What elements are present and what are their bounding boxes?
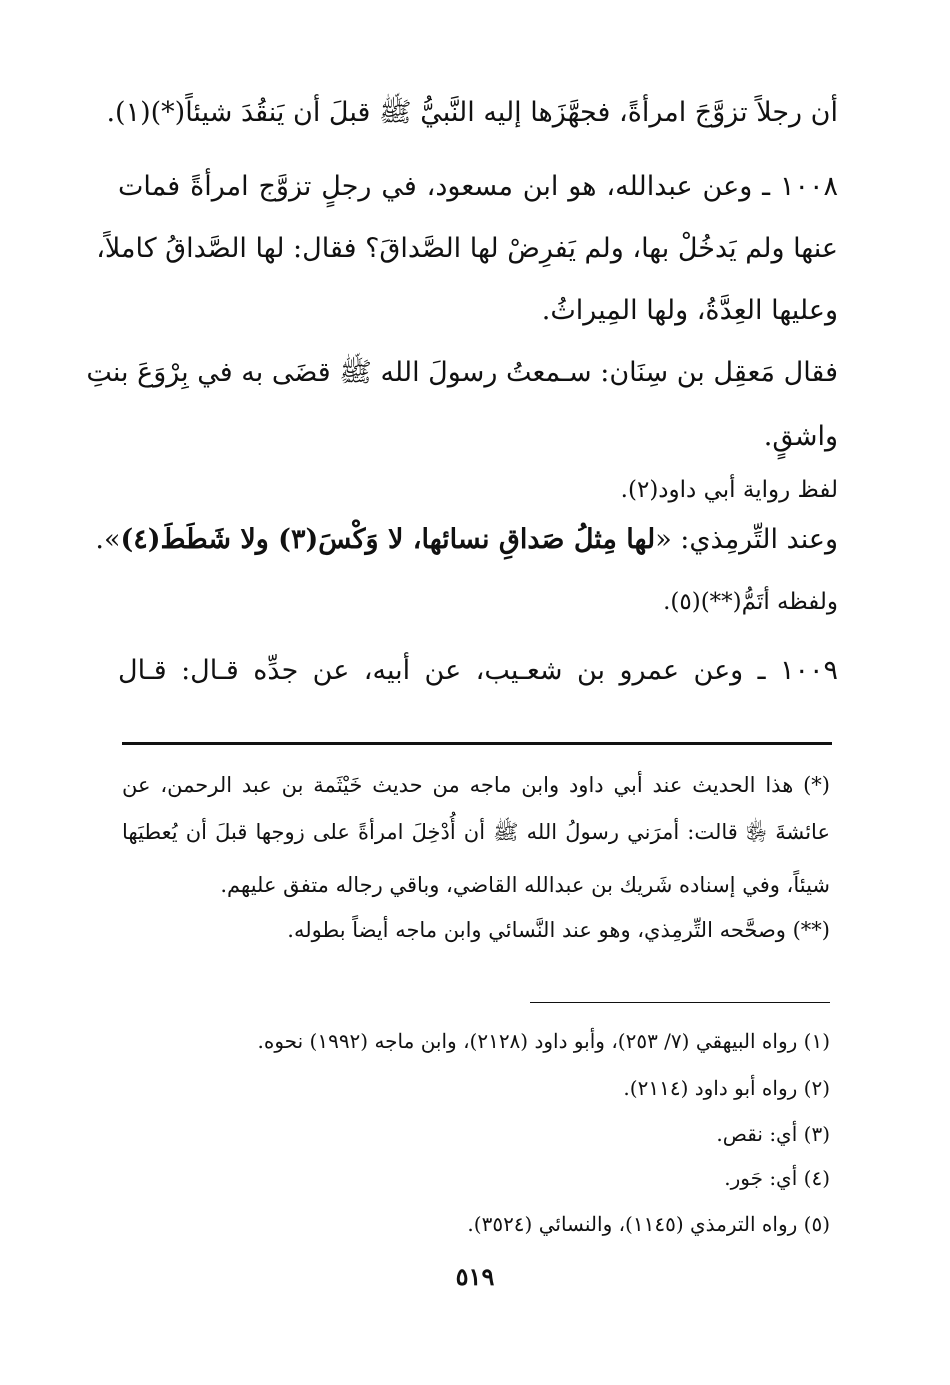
hadith-1008-start: ١٠٠٨ ـ وعن عبدالله، هو ابن مسعود، في رجلٍ تزوَّج امرأةً فمات xyxy=(118,171,838,202)
main-text-line: عنها ولم يَدخُلْ بها، ولم يَفرِضْ لها الصَّداقَ؟ فقال: لها الصَّداقُ كاملاً، xyxy=(96,233,838,264)
quote-prefix: وعند التِّرمِذي: « xyxy=(655,524,838,555)
page-number: ٥١٩ xyxy=(455,1262,495,1291)
quote-suffix: ». xyxy=(95,524,121,555)
footnote-item: (٢) رواه أبو داود (٢١١٤). xyxy=(623,1076,830,1100)
footnote-item: (١) رواه البيهقي (٧/ ٢٥٣)، وأبو داود (٢١٢٨)، وابن ماجه (١٩٩٢) نحوه. xyxy=(257,1029,830,1053)
main-text-line: فقال مَعقِل بن سِنَان: سـمعتُ رسولَ الله ﷺ قضَى به في بِرْوَعَ بنتِ xyxy=(86,357,838,388)
hadith-1009-start: ١٠٠٩ ـ وعن عمرو بن شعـيب، عن أبيه، عن جدِّه قـال: قـال xyxy=(118,655,838,686)
footnote-item: (٣) أي: نقص. xyxy=(716,1122,830,1146)
editor-note-line: (**) وصحَّحه التِّرمِذي، وهو عند النَّسائي وابن ماجه أيضاً بطوله. xyxy=(287,918,830,942)
notes-divider xyxy=(122,742,832,745)
footnote-divider xyxy=(530,1002,830,1003)
tirmidhi-quote-line xyxy=(95,520,838,560)
quote-text: لها مِثلُ صَداقِ نسائها، لا وَكْسَ(٣) ولا شَطَطَ(٤) xyxy=(120,524,656,555)
main-text-line: ولفظه أتَمُّ(**)(٥). xyxy=(663,589,838,615)
editor-note-line: شيئاً، وفي إسناده شَريك بن عبدالله القاضي، وباقي رجاله متفق عليهم. xyxy=(220,873,830,897)
editor-note-line: (*) هذا الحديث عند أبي داود وابن ماجه من حديث خَيْثَمة بن عبد الرحمن، عن xyxy=(122,773,830,797)
editor-note-line: عائشةَ ﵂ قالت: أمرَني رسولُ الله ﷺ أن أُدْخِلَ امرأةً على زوجها قبلَ أن يُعطيَها xyxy=(122,820,830,844)
main-text-line: وعليها العِدَّةُ، ولها المِيراثُ. xyxy=(541,295,838,326)
main-text-line: واشقٍ. xyxy=(763,421,838,452)
main-text-line: لفظ رواية أبي داود(٢). xyxy=(620,477,838,503)
footnote-item: (٤) أي: جَور. xyxy=(724,1166,830,1190)
main-text-line: أن رجلاً تزوَّجَ امرأةً، فجهَّزَها إليه النَّبيُّ ﷺ قبلَ أن يَنقُدَ شيئاً(*)(١). xyxy=(106,97,838,128)
footnote-item: (٥) رواه الترمذي (١١٤٥)، والنسائي (٣٥٢٤). xyxy=(467,1212,830,1236)
